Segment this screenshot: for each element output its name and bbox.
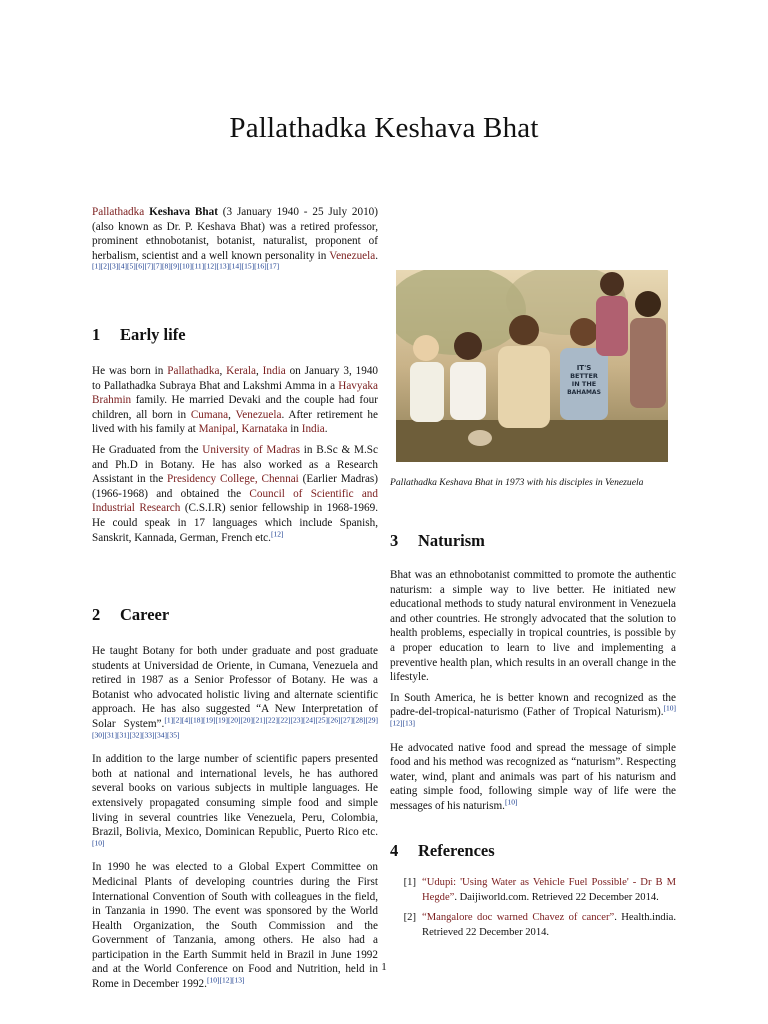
link-cumana[interactable]: Cumana <box>190 408 229 421</box>
link-pallathadka[interactable]: Pallathadka <box>167 365 220 377</box>
svg-text:IN THE: IN THE <box>571 380 597 388</box>
citation[interactable]: [10][12][13] <box>390 703 676 728</box>
section-heading-references: 4 References <box>390 841 495 860</box>
citation[interactable]: [1][2][3][4][5][6][7][7][8][9][10][11][12][13][14][15][16][17] <box>92 261 280 271</box>
link-karnataka[interactable]: Karnataka <box>241 423 288 436</box>
naturism-paragraph-3: He advocated native food and spread the message of simple food and his method was recognized as “naturism”. Respecting water, wind, plant and animals was part of his naturism and eating simple food, following simple way of life were the messages of his naturism.[10] <box>390 741 676 812</box>
photo-caption: Pallathadka Keshava Bhat in 1973 with his disciples in Venezuela <box>390 477 644 488</box>
group-photo <box>396 270 668 462</box>
link-venezuela[interactable]: Venezuela <box>235 408 282 421</box>
page-number: 1 <box>381 961 387 973</box>
citation[interactable]: [10] <box>92 837 105 847</box>
link-presidency-college[interactable]: Presidency College, Chennai <box>167 473 299 486</box>
citation[interactable]: [12] <box>270 528 284 538</box>
figure-container <box>390 262 676 489</box>
early-life-body <box>92 364 378 551</box>
early-life-paragraph-2: He Graduated from the University of Madras in B.Sc & M.Sc and Ph.D in Botany. He has also worked as a Research Assistant in the Presidency College, Chennai (Earlier Madras) (1966-1968) and obtained the Council of Scientific and Industrial Research (C.S.I.R) senior fellowship in 1968-1969. He could speak in 17 languages which include Spanish, Sanskrit, Kannada, German, French etc.[12] <box>92 443 379 544</box>
link-csir[interactable]: Council of Scientific and Industrial Research <box>92 487 378 515</box>
career-body <box>92 644 378 998</box>
citation[interactable]: [10][12][13] <box>206 975 245 985</box>
venezuela-link[interactable]: Venezuela <box>329 249 376 262</box>
reference-item: [2] “Mangalore doc warned Chavez of cancer”. Health.india. Retrieved 22 December 2014. <box>403 912 676 938</box>
citation[interactable]: [1][2][4][18][19][19][20][20][21][22][22][23][24][25][26][27][28][29][30][31][31][32][33][34][35] <box>92 715 378 739</box>
link-university-of-madras[interactable]: University of Madras <box>202 443 300 456</box>
reference-link[interactable]: “Mangalore doc warned Chavez of cancer” <box>422 912 615 923</box>
naturism-paragraph-2: In South America, he is better known and recognized as the padre-del-tropical-naturismo (Father of Tropical Naturism).[10][12][13] <box>390 691 676 728</box>
svg-text:BETTER: BETTER <box>570 372 598 380</box>
intro-name-link[interactable]: Pallathadka <box>92 206 145 218</box>
career-paragraph-1: He taught Botany for both under graduate and post graduate students at Universidad de Oriente, in Cumana, Venezuela and retired in 1987 as a Senior Professor of Botany. He was a Botanist who advocated holistic living and alternate scientific approach. He has also suggested “A New Interpretation of Solar System”.[1][2][4][18][19][19][20][20][21][22][22][23][24][25][26][27][28][29][30][31][31][32][33][34][35] <box>92 645 378 739</box>
reference-item: [1] “Udupi: 'Using Water as Vehicle Fuel Possible' - Dr B M Hegde”. Daijiworld.com. Retrieved 22 December 2014. <box>403 877 676 903</box>
section-heading-career: 2 Career <box>92 605 170 624</box>
references-list <box>390 876 676 946</box>
svg-text:IT'S: IT'S <box>576 364 592 372</box>
citation[interactable]: [10] <box>504 797 518 807</box>
intro-paragraph: Pallathadka Keshava Bhat (3 January 1940 - 25 July 2010) (also known as Dr. P. Keshava Bhat) was a retired professor, prominent ethnobotanist, botanist, naturalist, proponent of herbalism, scientist and a well known personality in Venezuela.[1][2][3][4][5][6][7][7][8][9][10][11][12][13][14][15][16][17] <box>92 206 379 271</box>
section-heading-early-life: 1 Early life <box>92 325 186 344</box>
link-india-2[interactable]: India <box>301 423 325 436</box>
career-paragraph-3: In 1990 he was elected to a Global Expert Committee on Medicinal Plants of developing countries during the First International Convention of South with colleagues in the field, in Tanzania in 1990. The event was sponsored by the World Health Organization, the South Commission and the Government of Tanzania, among others. He also had a participation in the Earth Summit held in Brazil in June 1992 and at the World Conference on Food and Nutrition, held in Rome in December 1992.[10][12][13] <box>92 861 378 991</box>
section-heading-naturism: 3 Naturism <box>390 531 485 550</box>
link-manipal[interactable]: Manipal <box>198 423 236 436</box>
naturism-body <box>390 568 676 820</box>
page-title: Pallathadka Keshava Bhat <box>229 112 539 144</box>
reference-link[interactable]: “Udupi: 'Using Water as Vehicle Fuel Possible' - Dr B M Hegde” <box>422 877 676 903</box>
svg-text:BAHAMAS: BAHAMAS <box>567 389 601 396</box>
intro-name-bold: Keshava Bhat <box>149 206 218 218</box>
naturism-paragraph-1: Bhat was an ethnobotanist committed to promote the authentic naturism: a simple way to live better. He initiated new educational methods to study natural environment in Venezuela and other countries. He strongly advocated that the solution to health problems, especially in tropical countries, is possible by a proper education to learn to live and implementing a preventive health plan, which results in an overall change in the lifestyle. <box>390 569 676 684</box>
link-kerala[interactable]: Kerala <box>226 365 256 377</box>
left-column <box>92 205 378 284</box>
link-havyaka-brahmin[interactable]: Havyaka Brahmin <box>92 379 378 407</box>
early-life-paragraph-1: He was born in Pallathadka, Kerala, India on January 3, 1940 to Pallathadka Subraya Bhat and Lakshmi Amma in a Havyaka Brahmin family. He married Devaki and the couple had four children, all born in Cumana, Venezuela. After retirement he lived with his family at Manipal, Karnataka in India. <box>92 365 379 436</box>
link-india[interactable]: India <box>262 365 286 377</box>
career-paragraph-2: In addition to the large number of scientific papers presented both at national and international levels, he has authored several books on various subjects in multiple languages. He extensively propagated consuming simple food and simple living in several countries like Venezuela, Peru, Colombia, Brazil, Bolivia, Mexico, Dominican Republic, Puerto Rico etc.[10] <box>92 753 378 847</box>
